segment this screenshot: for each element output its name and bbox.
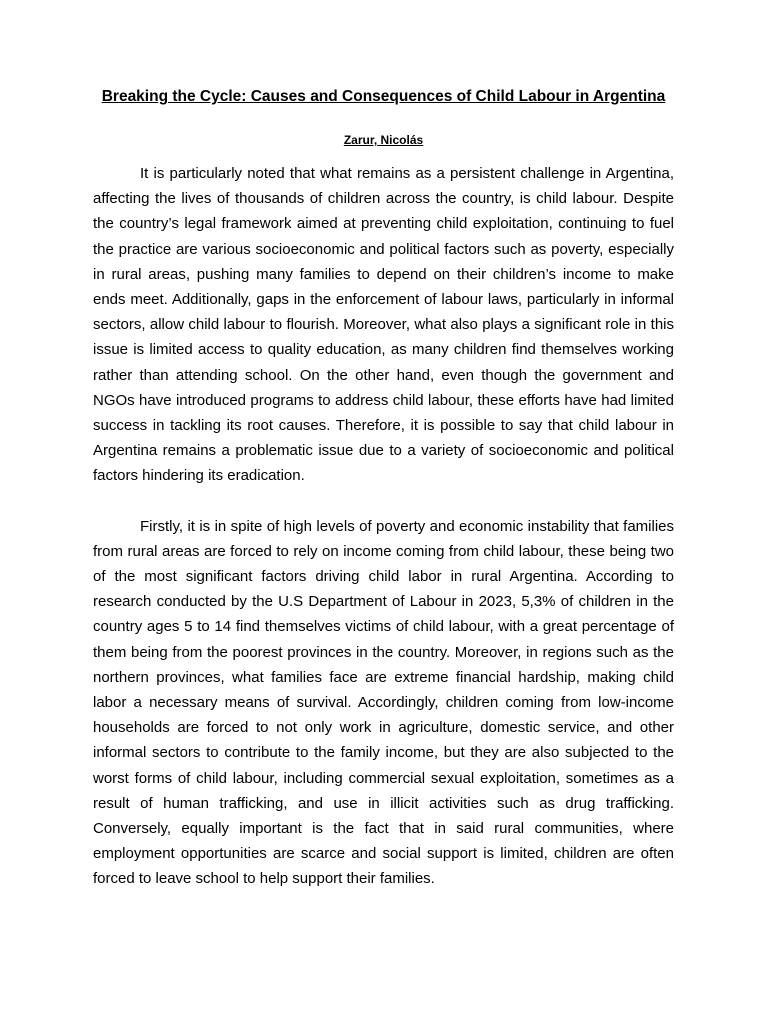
document-title: Breaking the Cycle: Causes and Consequences of Child Labour in Argentina bbox=[101, 88, 666, 105]
body-paragraph-1: It is particularly noted that what remains as a persistent challenge in Argentina, affecting the lives of thousands of children across the country, is child labour. Despite the country’s legal framework aimed at preventing child exploitation, continuing to fuel the practice are various socioeconomic and political factors such as poverty, especially in rural areas, pushing many families to depend on their children’s income to make ends meet. Additionally, gaps in the enforcement of labour laws, particularly in informal sectors, allow child labour to flourish. Moreover, what also plays a significant role in this issue is limited access to quality education, as many children find themselves working rather than attending school. On the other hand, even though the government and NGOs have introduced programs to address child labour, these efforts have had limited success in tackling its root causes. Therefore, it is possible to say that child labour in Argentina remains a problematic issue due to a variety of socioeconomic and political factors hindering its eradication. bbox=[93, 165, 674, 485]
document-page bbox=[93, 86, 674, 892]
body-paragraph-2: Firstly, it is in spite of high levels of poverty and economic instability that families from rural areas are forced to rely on income coming from child labour, these being two of the most significant factors driving child labor in rural Argentina. According to research conducted by the U.S Department of Labour in 2023, 5,3% of children in the country ages 5 to 14 find themselves victims of child labour, with a great percentage of them being from the poorest provinces in the country. Moreover, in regions such as the northern provinces, what families face are extreme financial hardship, making child labor a necessary means of survival. Accordingly, children coming from low-income households are forced to not only work in agriculture, domestic service, and other informal sectors to contribute to the family income, but they are also subjected to the worst forms of child labour, including commercial sexual exploitation, sometimes as a result of human trafficking, and use in illicit activities such as drug trafficking. Conversely, equally important is the fact that in said rural communities, where employment opportunities are scarce and social support is limited, children are often forced to leave school to help support their families. bbox=[93, 517, 674, 888]
author-name: Zarur, Nicolás bbox=[343, 133, 424, 147]
